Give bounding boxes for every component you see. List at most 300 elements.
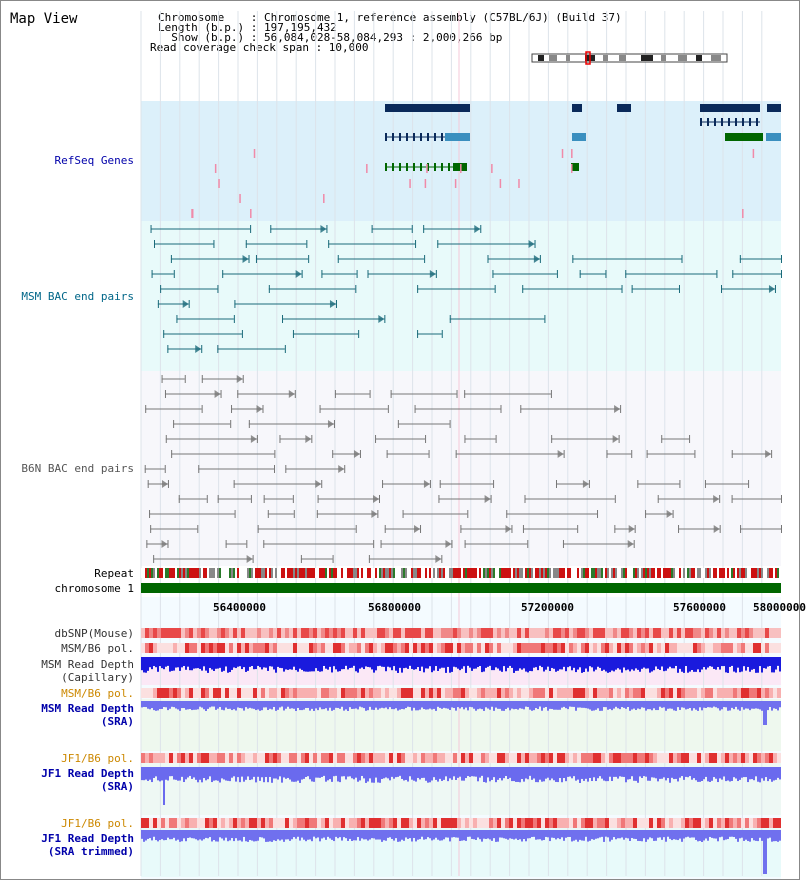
msm-pol-cell: [157, 643, 161, 653]
jf1-pol2-cell: [213, 818, 217, 828]
repeat-segment: [339, 568, 341, 578]
ideogram-band: [619, 55, 626, 61]
msm-cap-depth-bar: [565, 657, 567, 671]
jf1-trim-depth-bar: [359, 830, 361, 841]
msm-pol2-cell: [709, 688, 713, 698]
gene-marker: [460, 164, 462, 173]
msm-sra-depth-bar: [689, 701, 691, 708]
msm-pol-cell: [721, 643, 725, 653]
jf1-sra-depth-bar: [685, 767, 687, 777]
repeat-segment: [289, 568, 291, 578]
repeat-segment: [225, 568, 227, 578]
repeat-segment: [375, 568, 377, 578]
msm-cap-depth-bar: [197, 657, 199, 668]
msm-pol-cell: [489, 643, 493, 653]
msm-bac-pair-end: [306, 240, 307, 248]
msm-pol-cell: [437, 643, 441, 653]
jf1-pol2-cell: [729, 818, 733, 828]
msm-sra-depth-bar: [193, 701, 195, 710]
jf1-sra-depth-bar: [643, 767, 645, 776]
jf1-sra-depth-bar: [235, 767, 237, 782]
jf1-trim-depth-bar: [235, 830, 237, 838]
jf1-sra-depth-bar: [707, 767, 709, 781]
msm-pol2-cell: [629, 688, 633, 698]
dbsnp-cell: [441, 628, 445, 638]
msm-pol2-cell: [545, 688, 549, 698]
msm-pol2-cell: [637, 688, 641, 698]
b6n-bac-pair-end: [438, 495, 439, 503]
msm-pol-cell: [565, 643, 569, 653]
msm-cap-depth-bar: [271, 657, 273, 667]
msm-pol-cell: [213, 643, 217, 653]
dbsnp-cell: [661, 628, 665, 638]
msm-pol-cell: [545, 643, 549, 653]
dbsnp-cell: [417, 628, 421, 638]
jf1-pol2-cell: [497, 818, 501, 828]
jf1-sra-depth-bar: [499, 767, 501, 778]
track-label-jf1-trim[interactable]: JF1 Read Depth: [41, 832, 134, 845]
jf1-trim-depth-bar: [159, 830, 161, 840]
msm-sra-depth-bar: [495, 701, 497, 708]
jf1-pol-cell: [377, 753, 381, 763]
jf1-trim-depth-bar: [341, 830, 343, 841]
jf1-pol2-cell: [721, 818, 725, 828]
repeat-segment: [457, 568, 459, 578]
jf1-pol-cell: [493, 753, 497, 763]
msm-pol2-cell: [441, 688, 445, 698]
track-label-jf1-b6-pol-2[interactable]: JF1/B6 pol.: [61, 817, 134, 830]
jf1-trim-depth-bar: [307, 830, 309, 840]
track-label-chromosome[interactable]: chromosome 1: [54, 582, 134, 595]
jf1-trim-depth-bar: [585, 830, 587, 837]
msm-cap-depth-bar: [297, 657, 299, 672]
jf1-sra-depth-bar: [719, 767, 721, 778]
msm-sra-depth-bar: [279, 701, 281, 707]
msm-pol2-cell: [153, 688, 157, 698]
gene-exon: [399, 133, 401, 141]
msm-sra-depth-bar: [223, 701, 225, 710]
msm-cap-depth-bar: [151, 657, 153, 669]
jf1-sra-depth-bar: [265, 767, 267, 777]
msm-pol-cell: [733, 643, 737, 653]
jf1-sra-depth-bar: [279, 767, 281, 776]
b6n-bac-pair-end: [398, 420, 399, 428]
dbsnp-cell: [621, 628, 625, 638]
repeat-segment: [371, 568, 373, 578]
repeat-segment: [425, 568, 427, 578]
jf1-pol2-cell: [677, 818, 681, 828]
jf1-trim-depth-bar: [689, 830, 691, 838]
jf1-sra-depth-bar: [485, 767, 487, 783]
jf1-pol2-cell: [501, 818, 505, 828]
msm-sra-depth-bar: [241, 701, 243, 708]
msm-sra-depth-bar: [155, 701, 157, 711]
track-label-jf1-depth[interactable]: JF1 Read Depth: [41, 767, 134, 780]
msm-pol2-cell: [397, 688, 401, 698]
gene-marker: [455, 179, 457, 188]
jf1-sra-depth-bar: [561, 767, 563, 782]
msm-cap-depth-bar: [245, 657, 247, 672]
msm-sra-depth-bar: [421, 701, 423, 708]
jf1-sra-depth-bar: [479, 767, 481, 778]
track-label-repeat[interactable]: Repeat: [94, 567, 134, 580]
msm-pol2-cell: [269, 688, 273, 698]
msm-cap-depth-bar: [669, 657, 671, 667]
repeat-segment: [345, 568, 347, 578]
jf1-pol-cell: [197, 753, 201, 763]
jf1-sra-depth-bar: [709, 767, 711, 782]
jf1-trim-depth-bar: [649, 830, 651, 837]
msm-sra-depth-bar: [357, 701, 359, 709]
msm-pol2-cell: [517, 688, 521, 698]
jf1-sra-depth-bar: [493, 767, 495, 777]
msm-cap-depth-bar: [159, 657, 161, 666]
jf1-trim-depth-bar: [371, 830, 373, 838]
msm-sra-depth-bar: [735, 701, 737, 707]
jf1-sra-depth-bar: [203, 767, 205, 778]
msm-sra-depth-bar: [599, 701, 601, 711]
jf1-trim-depth-bar: [749, 830, 751, 842]
msm-cap-depth-bar: [353, 657, 355, 666]
jf1-trim-depth-bar: [321, 830, 323, 838]
jf1-trim-depth-bar: [399, 830, 401, 842]
repeat-segment: [607, 568, 609, 578]
repeat-segment: [435, 568, 437, 578]
jf1-sra-depth-bar: [765, 767, 767, 777]
jf1-trim-depth-bar: [447, 830, 449, 838]
msm-pol2-cell: [493, 688, 497, 698]
dbsnp-cell: [365, 628, 369, 638]
repeat-segment: [707, 568, 709, 578]
repeat-segment: [153, 568, 155, 578]
jf1-trim-depth-bar: [663, 830, 665, 837]
msm-cap-depth-bar: [333, 657, 335, 666]
msm-sra-depth-bar: [549, 701, 551, 709]
msm-sra-depth-bar: [267, 701, 269, 710]
msm-cap-depth-bar: [165, 657, 167, 667]
jf1-trim-depth-bar: [519, 830, 521, 839]
msm-sra-depth-bar: [161, 701, 163, 709]
b6n-bac-pair-end: [235, 510, 236, 518]
jf1-sra-depth-bar: [365, 767, 367, 783]
jf1-sra-depth-bar: [501, 767, 503, 780]
repeat-segment: [769, 568, 771, 578]
msm-cap-depth-bar: [485, 657, 487, 668]
msm-pol-cell: [677, 643, 681, 653]
msm-cap-depth-bar: [551, 657, 553, 668]
msm-pol-cell: [621, 643, 625, 653]
msm-sra-depth-bar: [737, 701, 739, 710]
msm-sra-depth-bar: [237, 701, 239, 707]
jf1-sra-depth-bar: [211, 767, 213, 782]
msm-bac-pair-end: [544, 315, 545, 323]
msm-sra-depth-bar: [381, 701, 383, 708]
track-label-dbsnp[interactable]: dbSNP(Mouse): [54, 627, 134, 640]
axis-tick: 57600000: [673, 601, 726, 614]
msm-bac-pair-end: [355, 285, 356, 293]
msm-pol2-cell: [305, 688, 309, 698]
jf1-trim-depth-bar: [623, 830, 625, 840]
msm-cap-depth-bar: [331, 657, 333, 672]
msm-cap-depth-bar: [175, 657, 177, 668]
dbsnp-cell: [341, 628, 345, 638]
msm-cap-depth-bar: [309, 657, 311, 672]
b6n-bac-pair-end: [658, 495, 659, 503]
msm-pol2-cell: [185, 688, 189, 698]
jf1-trim-depth-bar: [311, 830, 313, 841]
msm-cap-depth-bar: [523, 657, 525, 668]
dbsnp-cell: [501, 628, 505, 638]
jf1-sra-depth-bar: [191, 767, 193, 779]
msm-pol-cell: [589, 643, 593, 653]
jf1-trim-depth-bar: [383, 830, 385, 840]
msm-pol2-cell: [389, 688, 393, 698]
repeat-segment: [265, 568, 267, 578]
repeat-segment: [525, 568, 527, 578]
msm-pol2-cell: [721, 688, 725, 698]
jf1-trim-depth-bar: [503, 830, 505, 838]
msm-sra-depth-bar: [385, 701, 387, 708]
msm-bac-pair-end: [681, 255, 682, 263]
msm-pol2-cell: [189, 688, 193, 698]
jf1-sra-depth-bar: [751, 767, 753, 779]
msm-pol2-cell: [297, 688, 301, 698]
dbsnp-cell: [697, 628, 701, 638]
repeat-segment: [207, 568, 209, 578]
repeat-segment: [329, 568, 331, 578]
repeat-segment: [197, 568, 199, 578]
b6n-bac-pair-end: [356, 525, 357, 533]
msm-pol-cell: [229, 643, 233, 653]
repeat-segment: [323, 568, 325, 578]
msm-pol-cell: [533, 643, 537, 653]
msm-sra-depth-bar: [255, 701, 257, 710]
repeat-segment: [299, 568, 301, 578]
msm-pol-cell: [665, 643, 669, 653]
msm-sra-depth-bar: [677, 701, 679, 707]
jf1-pol2-cell: [149, 818, 153, 828]
track-label-msm-bac[interactable]: MSM BAC end pairs: [21, 290, 134, 303]
msm-pol2-cell: [625, 688, 629, 698]
msm-sra-depth-bar: [779, 701, 781, 707]
msm-sra-depth-bar: [565, 701, 567, 708]
jf1-pol-cell: [181, 753, 185, 763]
jf1-trim-depth-bar: [245, 830, 247, 841]
jf1-trim-depth-bar: [565, 830, 567, 838]
jf1-pol2-cell: [237, 818, 241, 828]
jf1-sra-depth-bar: [525, 767, 527, 778]
jf1-sra-depth-bar: [773, 767, 775, 780]
dbsnp-cell: [329, 628, 333, 638]
msm-pol-cell: [353, 643, 357, 653]
repeat-segment: [661, 568, 663, 578]
gene-marker: [366, 164, 368, 173]
jf1-pol-cell: [701, 753, 705, 763]
repeat-segment: [417, 568, 419, 578]
msm-cap-depth-bar: [301, 657, 303, 670]
repeat-segment: [231, 568, 233, 578]
msm-pol-cell: [217, 643, 221, 653]
b6n-bac-pair-end: [429, 450, 430, 458]
msm-sra-depth-bar: [399, 701, 401, 710]
dbsnp-cell: [409, 628, 413, 638]
track-label-refseq[interactable]: RefSeq Genes: [54, 154, 134, 167]
msm-sra-depth-bar: [325, 701, 327, 708]
jf1-sra-depth-bar: [449, 767, 451, 778]
msm-sra-depth-bar: [487, 701, 489, 709]
msm-cap-depth-bar: [189, 657, 191, 670]
b6n-bac-pair-end: [246, 540, 247, 548]
jf1-sra-depth-bar: [245, 767, 247, 780]
msm-pol2-cell: [777, 688, 781, 698]
gene-exon: [735, 118, 737, 126]
msm-cap-depth-bar: [535, 657, 537, 667]
repeat-segment: [475, 568, 477, 578]
msm-cap-depth-bar: [227, 657, 229, 673]
repeat-segment: [501, 568, 503, 578]
genome-browser-canvas[interactable]: [1, 1, 801, 881]
msm-cap-depth-bar: [601, 657, 603, 671]
track-label-b6n-bac[interactable]: B6N BAC end pairs: [21, 462, 134, 475]
msm-cap-depth-bar: [339, 657, 341, 671]
jf1-pol2-cell: [205, 818, 209, 828]
jf1-pol-cell: [497, 753, 501, 763]
jf1-sra-depth-bar: [349, 767, 351, 776]
msm-pol2-cell: [529, 688, 533, 698]
repeat-segment: [395, 568, 397, 578]
jf1-pol2-cell: [481, 818, 485, 828]
repeat-segment: [187, 568, 189, 578]
jf1-trim-depth-bar: [243, 830, 245, 837]
track-label-msm-b6-pol[interactable]: MSM/B6 pol.: [61, 642, 134, 655]
msm-cap-depth-bar: [749, 657, 751, 672]
axis-tick: 57200000: [521, 601, 574, 614]
msm-sra-depth-bar: [533, 701, 535, 710]
msm-cap-depth-bar: [621, 657, 623, 673]
msm-cap-depth-bar: [167, 657, 169, 666]
jf1-sra-depth-bar: [163, 767, 165, 805]
jf1-trim-depth-bar: [413, 830, 415, 838]
jf1-sra-depth-bar: [623, 767, 625, 777]
msm-bac-pair-end: [580, 270, 581, 278]
msm-cap-depth-bar: [269, 657, 271, 666]
repeat-segment: [275, 568, 277, 578]
repeat-segment: [485, 568, 487, 578]
dbsnp-cell: [589, 628, 593, 638]
track-label-msm-depth-sra[interactable]: MSM Read Depth: [41, 702, 134, 715]
msm-pol2-cell: [689, 688, 693, 698]
jf1-sra-depth-bar: [231, 767, 233, 778]
jf1-trim-depth-bar: [147, 830, 149, 839]
repeat-segment: [497, 568, 499, 578]
jf1-sra-depth-bar: [733, 767, 735, 777]
repeat-segment: [751, 568, 753, 578]
jf1-sra-depth-bar: [483, 767, 485, 782]
repeat-segment: [273, 568, 275, 578]
msm-sra-depth-bar: [595, 701, 597, 710]
msm-bac-pair-end: [201, 345, 202, 353]
msm-sra-depth-bar: [265, 701, 267, 707]
jf1-pol2-cell: [717, 818, 721, 828]
jf1-trim-depth-bar: [331, 830, 333, 840]
msm-sra-depth-bar: [215, 701, 217, 710]
jf1-sra-depth-bar: [635, 767, 637, 781]
msm-sra-depth-bar: [453, 701, 455, 708]
gene-marker: [250, 209, 252, 218]
repeat-segment: [249, 568, 251, 578]
jf1-trim-depth-bar: [323, 830, 325, 838]
dbsnp-cell: [385, 628, 389, 638]
track-label-jf1-b6-pol[interactable]: JF1/B6 pol.: [61, 752, 134, 765]
msm-pol-cell: [313, 643, 317, 653]
jf1-pol2-cell: [569, 818, 573, 828]
msm-sra-depth-bar: [393, 701, 395, 709]
jf1-trim-depth-bar: [535, 830, 537, 840]
jf1-pol2-cell: [353, 818, 357, 828]
msm-sra-depth-bar: [747, 701, 749, 709]
jf1-sra-depth-bar: [713, 767, 715, 777]
jf1-pol2-cell: [725, 818, 729, 828]
dbsnp-cell: [709, 628, 713, 638]
msm-pol2-cell: [521, 688, 525, 698]
msm-sra-depth-bar: [753, 701, 755, 709]
dbsnp-cell: [509, 628, 513, 638]
msm-sra-depth-bar: [145, 701, 147, 707]
jf1-trim-depth-bar: [611, 830, 613, 840]
msm-cap-depth-bar: [769, 657, 771, 666]
repeat-segment: [623, 568, 625, 578]
msm-sra-depth-bar: [573, 701, 575, 707]
msm-sra-depth-bar: [411, 701, 413, 711]
msm-pol2-cell: [745, 688, 749, 698]
gene-exon: [441, 133, 443, 141]
msm-pol2-cell: [413, 688, 417, 698]
jf1-pol2-cell: [565, 818, 569, 828]
jf1-sra-depth-bar: [207, 767, 209, 779]
msm-sra-depth-bar: [521, 701, 523, 709]
track-label-msm-depth-cap[interactable]: MSM Read Depth: [41, 658, 134, 671]
track-label-msm-b6-pol-2[interactable]: MSM/B6 pol.: [61, 687, 134, 700]
b6n-bac-pair-end: [673, 510, 674, 518]
repeat-segment: [423, 568, 425, 578]
repeat-segment: [705, 568, 707, 578]
jf1-trim-depth-bar: [231, 830, 233, 838]
jf1-pol-cell: [389, 753, 393, 763]
msm-cap-depth-bar: [249, 657, 251, 667]
repeat-segment: [763, 568, 765, 578]
msm-cap-depth-bar: [717, 657, 719, 667]
jf1-pol-cell: [397, 753, 401, 763]
jf1-trim-depth-bar: [381, 830, 383, 842]
msm-pol2-cell: [257, 688, 261, 698]
jf1-sra-depth-bar: [289, 767, 291, 780]
msm-pol-cell: [637, 643, 641, 653]
msm-bac-pair-end: [417, 285, 418, 293]
msm-sra-depth-bar: [717, 701, 719, 708]
msm-sra-depth-bar: [375, 701, 377, 708]
jf1-trim-depth-bar: [305, 830, 307, 841]
msm-cap-depth-bar: [587, 657, 589, 672]
dbsnp-cell: [309, 628, 313, 638]
msm-bac-pair-end: [625, 270, 626, 278]
jf1-trim-depth-bar: [717, 830, 719, 841]
msm-cap-depth-bar: [215, 657, 217, 669]
msm-sra-depth-bar: [563, 701, 565, 707]
msm-pol2-cell: [361, 688, 365, 698]
msm-cap-depth-bar: [363, 657, 365, 669]
jf1-pol-cell: [477, 753, 481, 763]
jf1-pol2-cell: [221, 818, 225, 828]
